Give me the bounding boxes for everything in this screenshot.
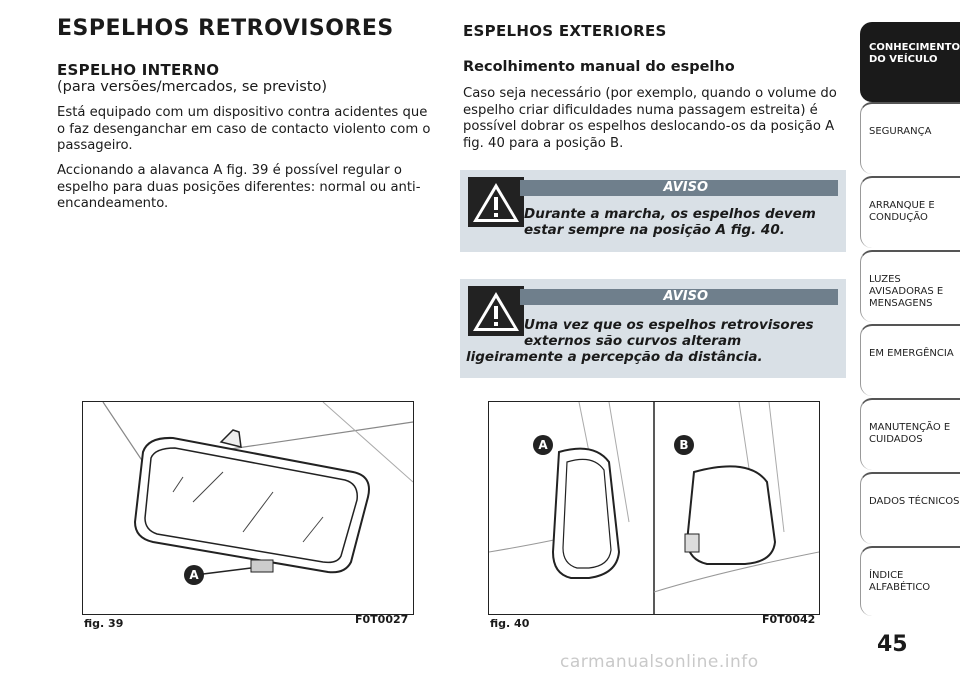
- warning-box: [460, 279, 846, 378]
- tab-label: EM EMERGÊNCIA: [869, 348, 954, 359]
- tab-manutencao[interactable]: [860, 398, 960, 470]
- tab-dados[interactable]: [860, 472, 960, 544]
- section-heading-exterior: ESPELHOS EXTERIORES: [463, 22, 667, 40]
- watermark: carmanualsonline.info: [560, 652, 759, 672]
- tab-label: MANUTENÇÃO E CUIDADOS: [869, 422, 951, 445]
- exterior-mirror-illustration: [489, 402, 819, 614]
- tab-label: CONHECIMENTO DO VEÍCULO: [869, 42, 960, 65]
- tab-label: ARRANQUE E CONDUÇÃO: [869, 200, 935, 223]
- tab-label: ÍNDICE ALFABÉTICO: [869, 570, 931, 593]
- warning-triangle-icon: [468, 177, 524, 227]
- tab-seguranca[interactable]: [860, 102, 960, 174]
- callout-a: A: [533, 435, 553, 455]
- figure-exterior-mirror: [488, 401, 820, 615]
- section-subtitle: (para versões/mercados, se previsto): [57, 79, 328, 95]
- warning-box: [460, 170, 846, 252]
- warning-text: Durante a marcha, os espelhos devem estar sempre na posição A fig. 40.: [524, 206, 816, 238]
- tab-label: DADOS TÉCNICOS: [869, 496, 960, 507]
- tab-conhecimento[interactable]: [860, 22, 960, 102]
- warning-text-end: ligeiramente a percepção da distância.: [466, 349, 763, 365]
- tab-indice[interactable]: [860, 546, 960, 616]
- tab-arranque[interactable]: [860, 176, 960, 248]
- callout-a: A: [184, 565, 204, 585]
- tab-label: SEGURANÇA: [869, 126, 932, 137]
- warning-text-line: Uma vez que os espelhos retrovisores externos são curvos alteram: [524, 317, 814, 349]
- paragraph: Accionando a alavanca A fig. 39 é possível regular o espelho para duas posições diferentes: normal ou anti-encandeamento.: [57, 163, 421, 211]
- callout-b: B: [674, 435, 694, 455]
- tab-label: LUZES AVISADORAS E MENSAGENS: [869, 274, 944, 309]
- page-title: ESPELHOS RETROVISORES: [57, 16, 394, 41]
- figure-caption: fig. 39: [84, 617, 124, 630]
- warning-triangle-icon: [468, 286, 524, 336]
- figure-interior-mirror: [82, 401, 414, 615]
- tab-emergencia[interactable]: [860, 324, 960, 396]
- interior-mirror-illustration: [83, 402, 413, 614]
- warning-label: AVISO: [520, 180, 838, 196]
- figure-code: F0T0042: [762, 613, 816, 626]
- paragraph: Caso seja necessário (por exemplo, quando o volume do espelho criar dificuldades numa passagem estreita) é possível dobrar os espelhos deslocando-os da posição A fig. 40 para a posição B.: [463, 86, 837, 151]
- subsection-heading: Recolhimento manual do espelho: [463, 59, 735, 75]
- warning-label: AVISO: [520, 289, 838, 305]
- figure-caption: fig. 40: [490, 617, 530, 630]
- page-number: 45: [877, 632, 908, 657]
- paragraph: Está equipado com um dispositivo contra acidentes que o faz desenganchar em caso de contacto violento com o passageiro.: [57, 105, 431, 153]
- figure-code: F0T0027: [355, 613, 409, 626]
- section-heading-interior: ESPELHO INTERNO: [57, 61, 220, 79]
- tab-luzes[interactable]: [860, 250, 960, 322]
